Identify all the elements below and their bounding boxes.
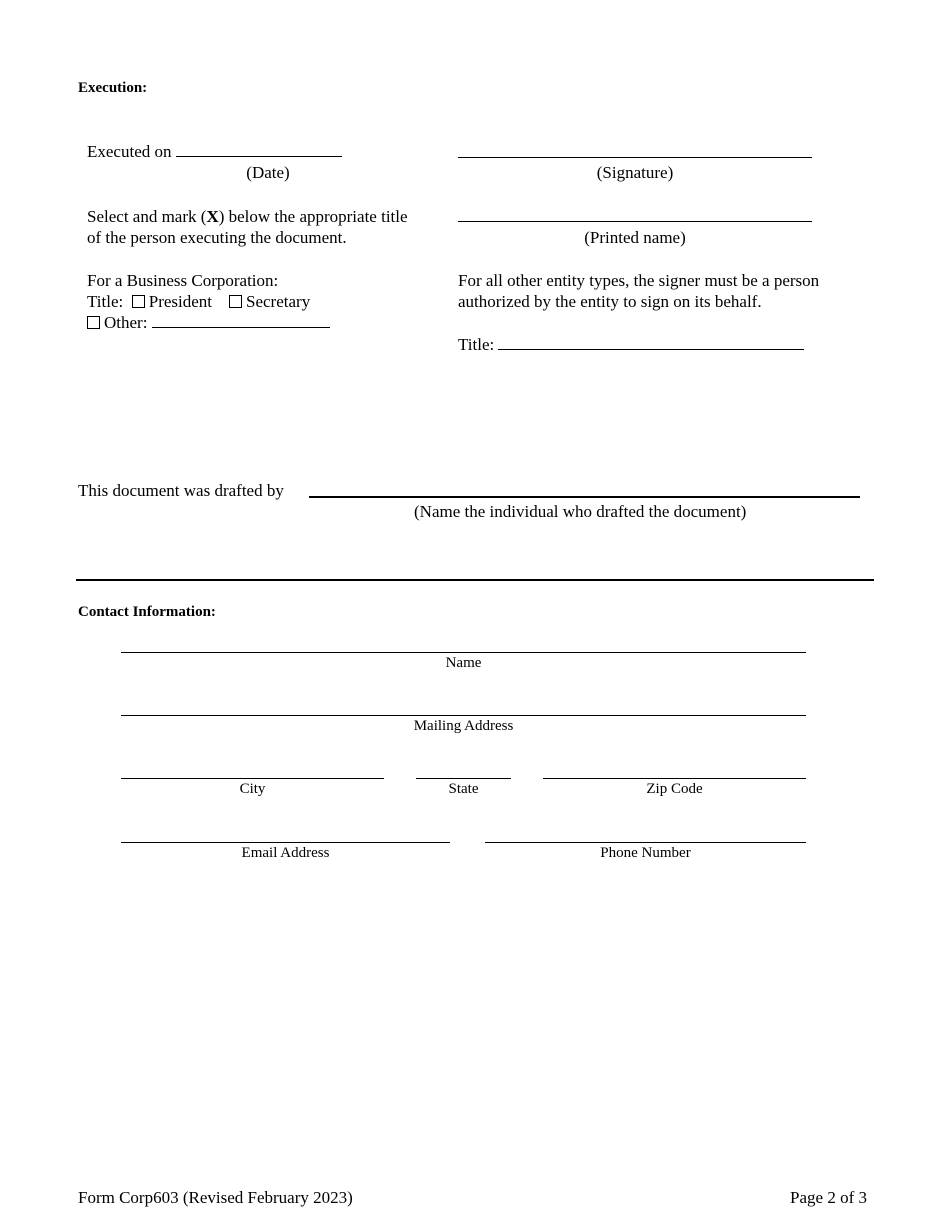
zip-code-caption: Zip Code [646,781,703,797]
name-field[interactable] [121,652,806,653]
other-option-row [87,312,330,333]
state-field[interactable] [416,778,511,779]
select-instruction-mark: X [206,207,219,226]
executed-on-row [87,141,342,162]
other-entity-title-field[interactable] [498,348,804,350]
section-divider [76,579,874,581]
city-field[interactable] [121,778,384,779]
drafted-by-label: This document was drafted by [78,481,284,500]
other-title-field[interactable] [152,326,330,328]
other-label: Other: [104,313,148,332]
state-caption: State [448,781,479,797]
phone-caption: Phone Number [600,845,691,861]
drafted-by-caption: (Name the individual who drafted the document) [414,502,747,521]
other-entities-line1: For all other entity types, the signer must be a person [458,271,820,290]
other-checkbox[interactable] [87,316,100,329]
select-instruction-pre: Select and mark ( [87,207,207,226]
printed-name-caption: (Printed name) [584,228,686,247]
city-caption: City [239,781,266,797]
signature-caption: (Signature) [596,163,674,182]
title-options-row [87,291,310,312]
other-entity-title-label: Title: [458,335,495,354]
secretary-label: Secretary [246,292,311,311]
other-entities-line2: authorized by the entity to sign on its behalf. [458,292,762,311]
business-corp-label: For a Business Corporation: [87,271,279,290]
name-caption: Name [445,655,482,671]
executed-on-label: Executed on [87,142,172,161]
contact-heading: Contact Information: [78,604,216,620]
select-instruction [87,206,408,227]
email-caption: Email Address [241,845,330,861]
select-instruction-post: ) below the appropriate title [218,207,408,226]
president-checkbox[interactable] [132,295,145,308]
execution-heading: Execution: [78,80,148,96]
printed-name-field[interactable] [458,221,812,222]
mailing-address-field[interactable] [121,715,806,716]
page-number: Page 2 of 3 [790,1188,867,1207]
other-entity-title-row [458,334,804,355]
zip-code-field[interactable] [543,778,806,779]
select-instruction-line2: of the person executing the document. [87,228,347,247]
mailing-address-caption: Mailing Address [413,718,514,734]
form-id: Form Corp603 (Revised February 2023) [78,1188,353,1207]
signature-field[interactable] [458,157,812,158]
drafted-by-field[interactable] [309,496,860,498]
phone-field[interactable] [485,842,806,843]
date-field[interactable] [176,155,342,157]
secretary-checkbox[interactable] [229,295,242,308]
email-field[interactable] [121,842,450,843]
date-caption: (Date) [246,163,290,182]
president-label: President [148,292,213,311]
title-label: Title: [87,292,124,311]
